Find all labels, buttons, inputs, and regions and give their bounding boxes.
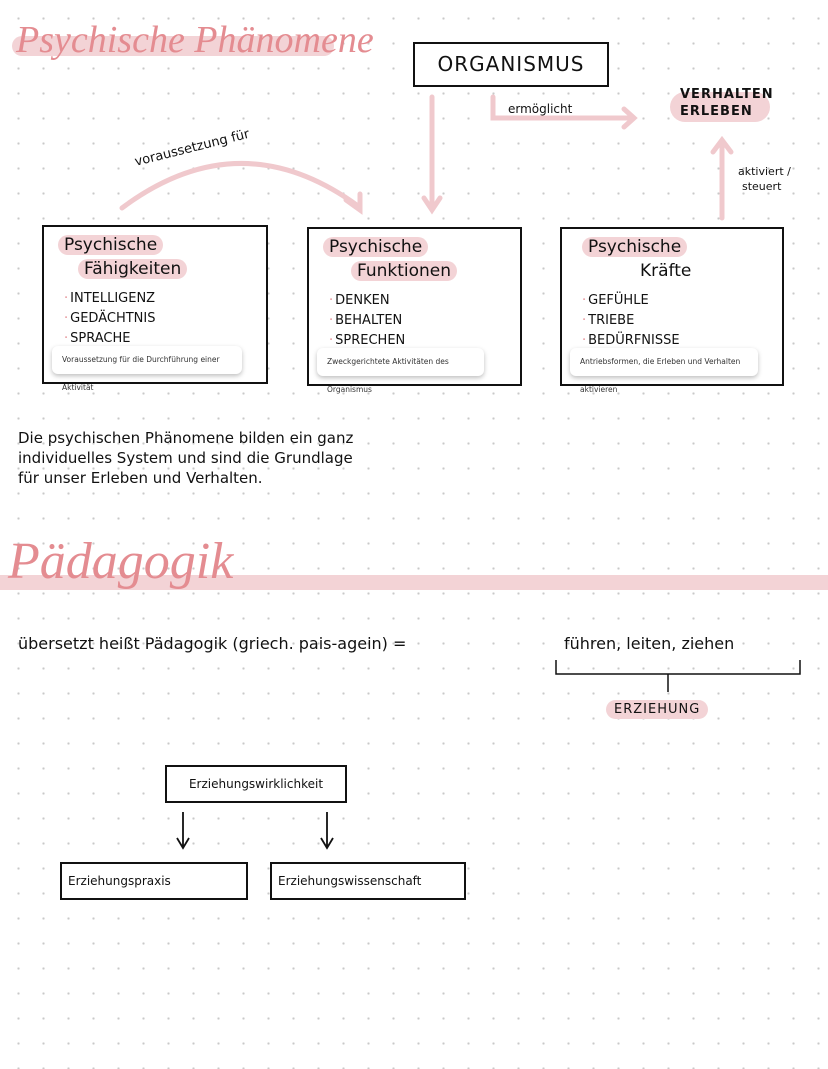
list-item: · DENKEN (329, 291, 405, 311)
verhalten-label: VERHALTEN (680, 87, 774, 102)
organismus-label: ORGANISMUS (437, 52, 585, 76)
box-subtitle: Fähigkeiten (78, 259, 187, 279)
item-list (329, 291, 405, 351)
paragraph (18, 428, 353, 488)
paragraph-line: für unser Erleben und Verhalten. (18, 469, 263, 487)
steuert-label: steuert (742, 180, 782, 193)
box-funktionen (307, 227, 522, 394)
box-subtitle: Funktionen (351, 261, 457, 281)
translation-meaning: führen, leiten, ziehen (564, 634, 735, 653)
arrows-erziehung (170, 808, 340, 853)
erleben-label: ERLEBEN (680, 104, 753, 119)
box-subtitle: Kräfte (640, 261, 692, 281)
section-title-paedagogik: Pädagogik (8, 533, 234, 590)
list-item: · GEDÄCHTNIS (64, 309, 155, 329)
box-faehigkeiten (42, 225, 268, 392)
arrow-curve-voraussetzung (122, 163, 360, 210)
erziehungswissenschaft-label: Erziehungswissenschaft (278, 874, 422, 888)
bracket (550, 650, 810, 695)
box-kraefte (560, 227, 784, 394)
list-item: · SPRACHE (64, 329, 155, 349)
box-note: Antriebsformen, die Erleben und Verhalten aktivieren (570, 348, 758, 376)
list-item: · TRIEBE (582, 311, 680, 331)
box-title: Psychische (582, 237, 687, 257)
item-list (64, 289, 155, 349)
erziehungswissenschaft-box (270, 862, 466, 900)
erziehungswirklichkeit-label: Erziehungswirklichkeit (188, 777, 324, 791)
erziehung-label: ERZIEHUNG (606, 700, 708, 719)
ermoeglicht-label: ermöglicht (508, 102, 573, 116)
box-note: Voraussetzung für die Durchführung einer Aktivität (52, 346, 242, 374)
list-item: · SPRECHEN (329, 331, 405, 351)
paragraph-line: individuelles System und sind die Grundlage (18, 449, 353, 467)
box-title: Psychische (323, 237, 428, 257)
box-title: Psychische (58, 235, 163, 255)
list-item: · BEDÜRFNISSE (582, 331, 680, 351)
arrow-down-organismus (424, 97, 440, 210)
list-item: · GEFÜHLE (582, 291, 680, 311)
translation-text: übersetzt heißt Pädagogik (griech. pais-agein) = (18, 634, 407, 653)
paragraph-line: Die psychischen Phänomene bilden ein ganz (18, 429, 354, 447)
erziehungspraxis-box (60, 862, 248, 900)
erziehungswirklichkeit-box (165, 765, 347, 803)
list-item: · INTELLIGENZ (64, 289, 155, 309)
list-item: · BEHALTEN (329, 311, 405, 331)
item-list (582, 291, 680, 351)
aktiviert-label: aktiviert / (738, 165, 791, 178)
box-note: Zweckgerichtete Aktivitäten des Organismus (317, 348, 484, 376)
section-title: Psychische Phänomene (16, 19, 374, 61)
arrow-up-aktiviert (713, 140, 731, 218)
erziehungspraxis-label: Erziehungspraxis (68, 874, 171, 888)
voraussetzung-label: voraussetzung für (133, 126, 252, 170)
